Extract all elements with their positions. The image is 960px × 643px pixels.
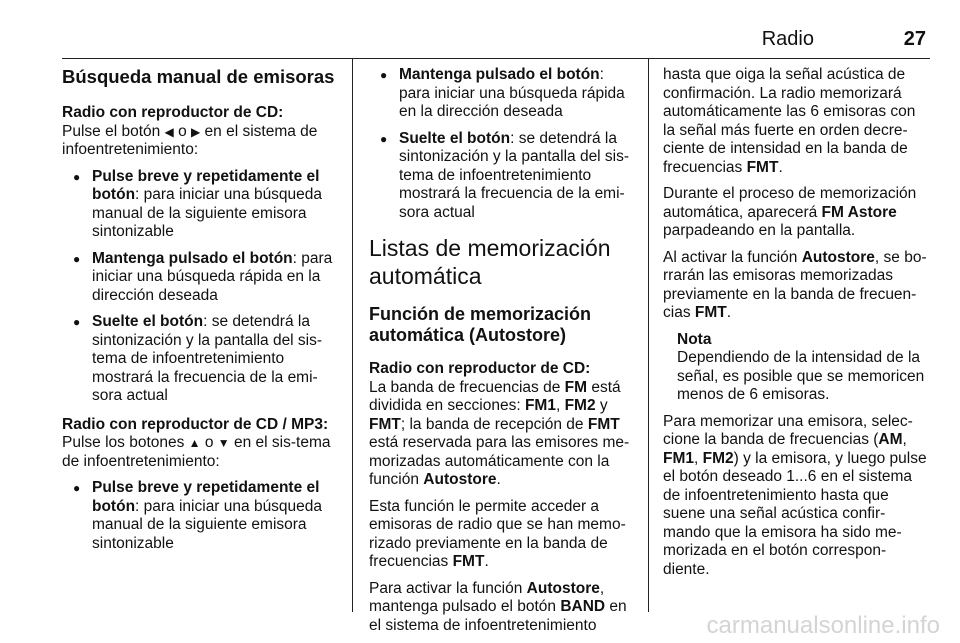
header-divider (62, 58, 930, 59)
item-text: : se detendrá la sintonización y la pantalla del sis-tema de infoentretenimiento mostrará la frecuencia de la emi-sora actual (92, 313, 323, 404)
note-text: Dependiendo de la intensidad de la señal, es posible que se memoricen menos de 6 emisoras. (677, 349, 925, 403)
paragraph-astore-display (663, 185, 927, 241)
text-run: está reservada para las emisores me-morizadas automáticamente con la función (369, 434, 630, 488)
column-divider-2 (648, 59, 649, 612)
text-run: Para memorizar una emisora, selec-cione la banda de frecuencias ( (663, 412, 913, 448)
text-run: . (778, 158, 783, 176)
bold-term: FM2 (702, 449, 734, 467)
text-run: , (694, 449, 703, 467)
bullet-icon: ● (380, 131, 388, 146)
text-run: Pulse los botones (62, 434, 189, 451)
text-run: Al activar la función (663, 248, 802, 266)
paragraph-confirmation (663, 66, 927, 177)
column-2 (369, 66, 635, 643)
text-run: Para activar la función (369, 579, 527, 597)
text-run: en el sistema de infoentretenimiento: (62, 122, 318, 158)
bold-term: FMT (452, 553, 485, 570)
item-term: Suelte el botón (92, 313, 204, 330)
text-run: . (484, 553, 489, 570)
bold-term: FMT (694, 304, 727, 321)
section-heading-autostore: Listas de memorización automática (369, 235, 611, 289)
bold-term: Autostore (423, 471, 497, 488)
list-item (62, 313, 342, 406)
paragraph-fmt-access (369, 498, 635, 572)
paragraph-instructions-cd (62, 123, 342, 160)
text-run: ) y la emisora, y luego pulse el botón deseado 1...6 en el sistema de infoentretenimiento hasta que suene una señal acústica confir-mando que la emisora ha sido me-morizada en el botón correspon-diente. (663, 449, 927, 578)
item-text: : para iniciar una búsqueda manual de la siguiente emisora sintonizable (92, 186, 323, 240)
bullet-icon: ● (73, 169, 81, 184)
text-run: ; la banda de recepción de (400, 415, 588, 433)
text-run: o (200, 434, 218, 451)
text-run: , se bo-rrarán las emisoras memorizadas previamente en la banda de frecuen-cias (663, 248, 927, 321)
bold-term: FM Astore (821, 203, 897, 221)
section-heading: Búsqueda manual de emisoras (62, 66, 335, 87)
item-term: Mantenga pulsado el botón (92, 249, 293, 267)
item-term: Pulse breve y repetidamente el botón (92, 167, 320, 203)
bold-term: FM1 (524, 397, 556, 414)
page-title: Radio (761, 28, 814, 50)
text-run: Durante el proceso de memorización automática, aparecerá (663, 185, 917, 221)
bullet-icon: ● (73, 251, 81, 266)
text-run: parpadeando en la pantalla. (663, 222, 856, 239)
bullet-list-mp3-continued (369, 66, 635, 222)
text-run: , (902, 431, 907, 448)
bold-term: FMT (587, 415, 620, 433)
list-item (62, 250, 342, 306)
triangle-up-icon: ▲ (188, 436, 201, 450)
text-run: . (496, 471, 501, 488)
paragraph-activate-autostore (369, 580, 635, 636)
column-1 (62, 66, 342, 563)
item-text: : para iniciar una búsqueda rápida en la dirección deseada (399, 66, 625, 120)
subheading-cd: Radio con reproductor de CD: (369, 360, 591, 377)
subheading-cd: Radio con reproductor de CD: (62, 104, 284, 121)
list-item (369, 66, 635, 122)
text-run: La banda de frecuencias de (369, 378, 565, 396)
page-header (62, 28, 930, 58)
bold-term: BAND (560, 598, 606, 615)
note-box (663, 331, 927, 405)
paragraph-instructions-mp3 (62, 434, 342, 471)
triangle-right-icon: ▶ (191, 124, 201, 139)
text-run: o (173, 122, 192, 140)
paragraph-bands (369, 379, 635, 490)
bullet-icon: ● (73, 481, 81, 495)
item-term: Mantenga pulsado el botón (399, 66, 600, 83)
item-text: : para iniciar una búsqueda rápida en la dirección deseada (92, 249, 333, 304)
bullet-list-mp3 (62, 479, 342, 553)
item-text: : para iniciar una búsqueda manual de la siguiente emisora sintonizable (92, 497, 323, 552)
text-run: en el sis-tema de infoentretenimiento: (62, 434, 331, 470)
bold-term: FMT (746, 158, 779, 176)
list-item (62, 479, 342, 553)
bold-term: Autostore (801, 248, 875, 266)
column-divider-1 (352, 59, 353, 612)
text-run: , (555, 397, 565, 414)
text-run: en el sistema de infoentretenimiento (369, 598, 627, 634)
text-run: . (726, 304, 732, 321)
list-item (62, 168, 342, 242)
column-3 (663, 66, 927, 587)
list-item (369, 130, 635, 223)
watermark: carmanualsonline.info (706, 612, 940, 639)
item-term: Pulse breve y repetidamente el botón (92, 479, 320, 515)
bold-term: AM (878, 431, 903, 448)
text-run: , mantenga pulsado el botón (369, 579, 605, 615)
text-run: Pulse el botón (62, 122, 165, 140)
subheading-cd-mp3: Radio con reproductor de CD / MP3: (62, 415, 329, 433)
text-run: Esta función le permite acceder a emisoras de radio que se han memo-rizado previamente en la banda de frecuencias (369, 497, 626, 570)
paragraph-manual-store (663, 413, 927, 580)
paragraph-autostore-erase (663, 249, 927, 323)
text-run: hasta que oiga la señal acústica de confirmación. La radio memorizará automáticamente las 6 emisoras con la señal más fuerte en orden decre-ciente de intensidad en la banda de frecuencias (663, 66, 916, 176)
item-text: : se detendrá la sintonización y la pantalla del sis-tema de infoentretenimiento mostrará la frecuencia de la emi-sora actual (399, 129, 630, 221)
text-run: y (595, 397, 608, 414)
bold-term: FM2 (564, 397, 596, 414)
bold-term: Autostore (526, 579, 600, 597)
bold-term: FM1 (663, 449, 694, 467)
bold-term: FMT (369, 415, 401, 433)
text-run: está dividida en secciones: (369, 378, 621, 414)
bullet-icon: ● (73, 315, 81, 329)
subsection-heading-autostore: Función de memorización automática (Autostore) (369, 304, 592, 345)
page-number: 27 (903, 28, 926, 50)
bold-term: FM (564, 378, 588, 396)
item-term: Suelte el botón (399, 129, 511, 147)
triangle-left-icon: ◀ (164, 124, 174, 139)
note-title: Nota (677, 330, 712, 348)
bullet-icon: ● (380, 68, 388, 82)
triangle-down-icon: ▼ (217, 436, 230, 450)
bullet-list-cd (62, 168, 342, 406)
